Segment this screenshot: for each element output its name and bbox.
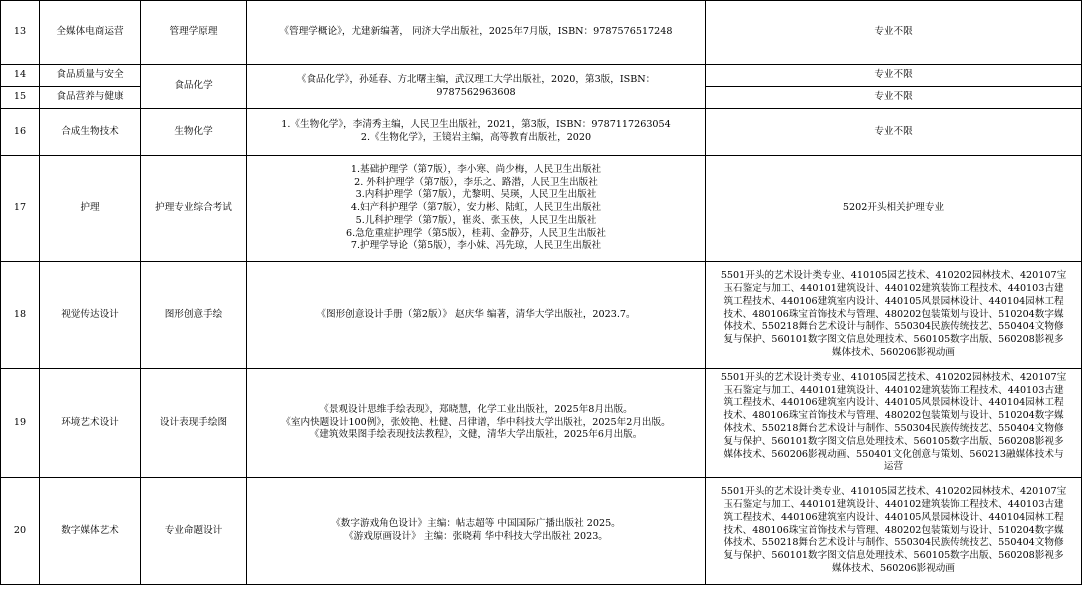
exam-subject: 图形创意手绘 [141, 262, 247, 369]
major-name: 环境艺术设计 [40, 369, 141, 478]
exam-subject: 管理学原理 [141, 1, 247, 65]
exam-subject: 设计表现手绘图 [141, 369, 247, 478]
major-name: 数字媒体艺术 [40, 478, 141, 585]
exam-subject: 专业命题设计 [141, 478, 247, 585]
applicant-requirement: 5501开头的艺术设计类专业、410105园艺技术、410202园林技术、420107宝 玉石鉴定与加工、440101建筑设计、440102建筑装饰工程技术、440103古建 筑工程技术、440106建筑室内设计、440105风景园林设计、440104园林工程 技术、480106珠宝首饰技术与管理、480202包装策划与设计、510204数字媒 体技术、550218舞台艺术设计与制作、550304民族传统技艺、550404文物修 复与保护、560101数字图文信息处理技术、560105数字出版、560208影视多 媒体技术、560206影视动画、550401文化创意与策划、560213融媒体技术与 运营 [706, 369, 1082, 478]
reference-books: 《景观设计思维手绘表现》，郑晓慧，化学工业出版社，2025年8月出版。 《室内快题设计100例》，张姣艳、杜健、吕律谱，华中科技大学出版社，2025年2月出版。 《建筑效果图手绘表现技法教程》，文健，清华大学出版社，2025年6月出版。 [247, 369, 706, 478]
major-name: 护理 [40, 156, 141, 262]
row-number: 18 [1, 262, 40, 369]
exam-subject: 生物化学 [141, 109, 247, 156]
reference-books: 1.基础护理学（第7版），李小寒、尚少梅，人民卫生出版社 2. 外科护理学（第7版），李乐之、路潜，人民卫生出版社 3.内科护理学（第7版），尤黎明、吴瑛，人民卫生出版社 4.妇产科护理学（第7版），安力彬、陆虹，人民卫生出版社 5.儿科护理学（第7版），崔炎、张玉侠，人民卫生出版社 6.急危重症护理学（第5版），桂莉、金静芬，人民卫生出版社 7.护理学导论（第5版），李小妹、冯先琼，人民卫生出版社 [247, 156, 706, 262]
table-row [1, 65, 1082, 87]
reference-books: 《食品化学》，孙延春、方北曙主编，武汉理工大学出版社，2020，第3版，ISBN： 9787562963608 [247, 65, 706, 109]
row-number: 15 [1, 87, 40, 109]
applicant-requirement: 专业不限 [706, 109, 1082, 156]
applicant-requirement: 专业不限 [706, 65, 1082, 87]
table-row [1, 262, 1082, 369]
row-number: 13 [1, 1, 40, 65]
applicant-requirement: 5202开头相关护理专业 [706, 156, 1082, 262]
row-number: 19 [1, 369, 40, 478]
major-name: 食品质量与安全 [40, 65, 141, 87]
row-number: 17 [1, 156, 40, 262]
applicant-requirement: 专业不限 [706, 1, 1082, 65]
applicant-requirement: 5501开头的艺术设计类专业、410105园艺技术、410202园林技术、420107宝 玉石鉴定与加工、440101建筑设计、440102建筑装饰工程技术、440103古建 筑工程技术、440106建筑室内设计、440105风景园林设计、440104园林工程 技术、480106珠宝首饰技术与管理、480202包装策划与设计、510204数字媒 体技术、550218舞台艺术设计与制作、550304民族传统技艺、550404文物修 复与保护、560101数字图文信息处理技术、560105数字出版、560208影视多 媒体技术、560206影视动画 [706, 262, 1082, 369]
table-row [1, 1, 1082, 65]
row-number: 14 [1, 65, 40, 87]
applicant-requirement: 5501开头的艺术设计类专业、410105园艺技术、410202园林技术、420107宝 玉石鉴定与加工、440101建筑设计、440102建筑装饰工程技术、440103古建 筑工程技术、440106建筑室内设计、440105风景园林设计、440104园林工程 技术、480106珠宝首饰技术与管理、480202包装策划与设计、510204数字媒 体技术、550218舞台艺术设计与制作、550304民族传统技艺、550404文物修 复与保护、560101数字图文信息处理技术、560105数字出版、560208影视多 媒体技术、560206影视动画 [706, 478, 1082, 585]
applicant-requirement: 专业不限 [706, 87, 1082, 109]
exam-subject: 食品化学 [141, 65, 247, 109]
table-row [1, 156, 1082, 262]
table-row [1, 478, 1082, 585]
reference-books: 1.《生物化学》，李清秀主编，人民卫生出版社，2021，第3版，ISBN：9787117263054 2.《生物化学》，王镜岩主编，高等教育出版社，2020 [247, 109, 706, 156]
major-name: 全媒体电商运营 [40, 1, 141, 65]
major-name: 合成生物技术 [40, 109, 141, 156]
reference-books: 《管理学概论》，尤建新编著， 同济大学出版社，2025年7月版，ISBN：9787576517248 [247, 1, 706, 65]
reference-books: 《图形创意设计手册（第2版）》 赵庆华 编著，清华大学出版社，2023.7。 [247, 262, 706, 369]
row-number: 16 [1, 109, 40, 156]
major-name: 食品营养与健康 [40, 87, 141, 109]
table-row [1, 369, 1082, 478]
exam-subject: 护理专业综合考试 [141, 156, 247, 262]
major-name: 视觉传达设计 [40, 262, 141, 369]
reference-books: 《数字游戏角色设计》主编：帖志超等 中国国际广播出版社 2025。 《游戏原画设计》 主编：张晓莉 华中科技大学出版社 2023。 [247, 478, 706, 585]
row-number: 20 [1, 478, 40, 585]
table-row [1, 109, 1082, 156]
